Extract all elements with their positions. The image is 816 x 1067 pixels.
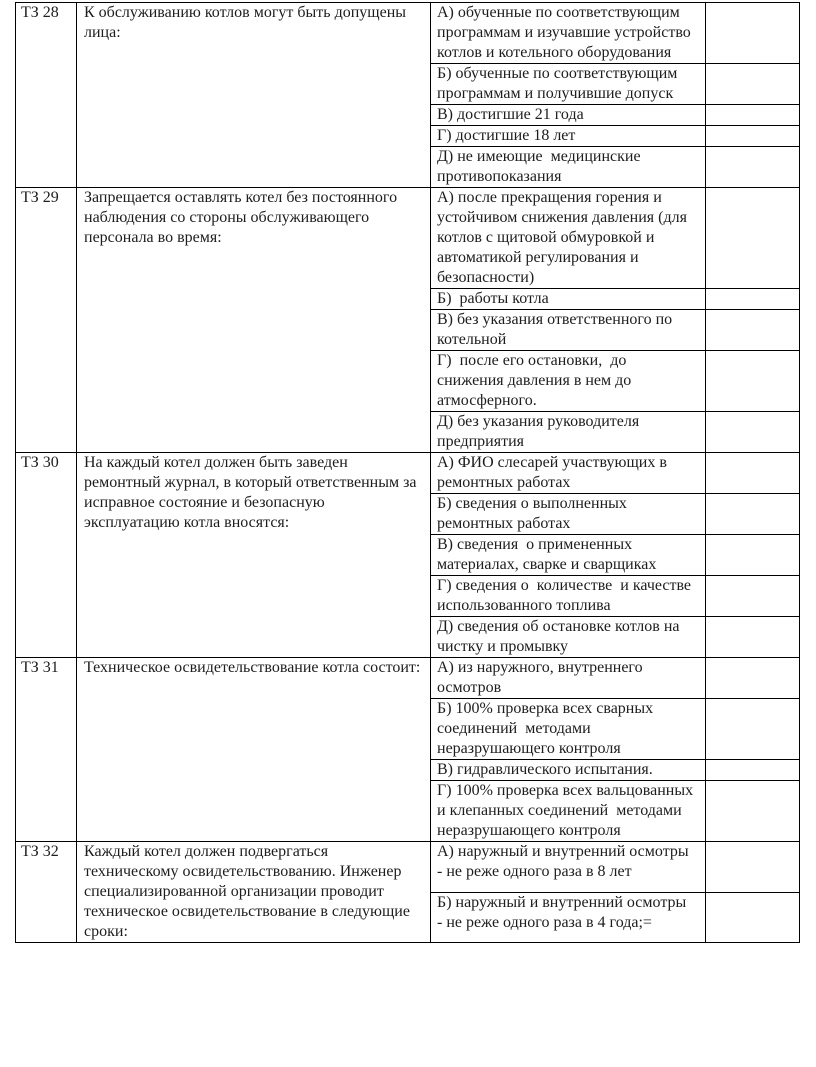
answer-cell: [706, 126, 800, 147]
table-row: [16, 188, 800, 289]
answer-cell: [706, 892, 800, 943]
option-text: Г) после его остановки, до снижения давления в нем до атмосферного.: [431, 351, 706, 412]
answer-cell: [706, 105, 800, 126]
answer-cell: [706, 760, 800, 781]
answer-cell: [706, 699, 800, 760]
table-row: [16, 842, 800, 893]
option-text: В) достигшие 21 года: [431, 105, 706, 126]
question-text: На каждый котел должен быть заведен ремонтный журнал, в который ответственным за исправное состояние и безопасную эксплуатацию котла вносятся:: [77, 453, 431, 658]
answer-cell: [706, 535, 800, 576]
answer-cell: [706, 453, 800, 494]
option-text: Д) без указания руководителя предприятия: [431, 412, 706, 453]
answer-cell: [706, 412, 800, 453]
option-text: Б) работы котла: [431, 289, 706, 310]
answer-cell: [706, 147, 800, 188]
answer-cell: [706, 351, 800, 412]
option-text: В) гидравлического испытания.: [431, 760, 706, 781]
option-text: В) без указания ответственного по котельной: [431, 310, 706, 351]
option-text: Д) сведения об остановке котлов на чистку и промывку: [431, 617, 706, 658]
table-row: [16, 453, 800, 494]
option-text: Б) обученные по соответствующим программам и получившие допуск: [431, 64, 706, 105]
answer-cell: [706, 494, 800, 535]
answer-cell: [706, 617, 800, 658]
question-text: Техническое освидетельствование котла состоит:: [77, 658, 431, 842]
option-text: Б) сведения о выполненных ремонтных работах: [431, 494, 706, 535]
answer-cell: [706, 64, 800, 105]
question-text: Каждый котел должен подвергаться техническому освидетельствованию. Инженер специализированной организации проводит техническое освидетельствование в следующие сроки:: [77, 842, 431, 943]
answer-cell: [706, 3, 800, 64]
answer-cell: [706, 310, 800, 351]
option-text: А) наружный и внутренний осмотры - не реже одного раза в 8 лет: [431, 842, 706, 893]
option-text: Г) достигшие 18 лет: [431, 126, 706, 147]
question-id: ТЗ 30: [16, 453, 77, 658]
option-text: А) ФИО слесарей участвующих в ремонтных работах: [431, 453, 706, 494]
answer-cell: [706, 842, 800, 893]
answer-cell: [706, 658, 800, 699]
option-text: Б) 100% проверка всех сварных соединений методами неразрушающего контроля: [431, 699, 706, 760]
question-text: Запрещается оставлять котел без постоянного наблюдения со стороны обслуживающего персонала во время:: [77, 188, 431, 453]
option-text: В) сведения о примененных материалах, сварке и сварщиках: [431, 535, 706, 576]
question-text: К обслуживанию котлов могут быть допущены лица:: [77, 3, 431, 188]
option-text: Г) 100% проверка всех вальцованных и клепанных соединений методами неразрушающего контроля: [431, 781, 706, 842]
question-table: [15, 2, 800, 943]
question-id: ТЗ 28: [16, 3, 77, 188]
option-text: А) из наружного, внутреннего осмотров: [431, 658, 706, 699]
table-row: [16, 3, 800, 64]
question-id: ТЗ 29: [16, 188, 77, 453]
answer-cell: [706, 188, 800, 289]
option-text: Г) сведения о количестве и качестве использованного топлива: [431, 576, 706, 617]
question-id: ТЗ 32: [16, 842, 77, 943]
option-text: А) обученные по соответствующим программам и изучавшие устройство котлов и котельного оборудования: [431, 3, 706, 64]
question-id: ТЗ 31: [16, 658, 77, 842]
answer-cell: [706, 781, 800, 842]
option-text: Б) наружный и внутренний осмотры - не реже одного раза в 4 года;=: [431, 892, 706, 943]
answer-cell: [706, 289, 800, 310]
answer-cell: [706, 576, 800, 617]
option-text: Д) не имеющие медицинские противопоказания: [431, 147, 706, 188]
option-text: А) после прекращения горения и устойчивом снижения давления (для котлов с щитовой обмуровкой и автоматикой регулирования и безопасности): [431, 188, 706, 289]
table-row: [16, 658, 800, 699]
